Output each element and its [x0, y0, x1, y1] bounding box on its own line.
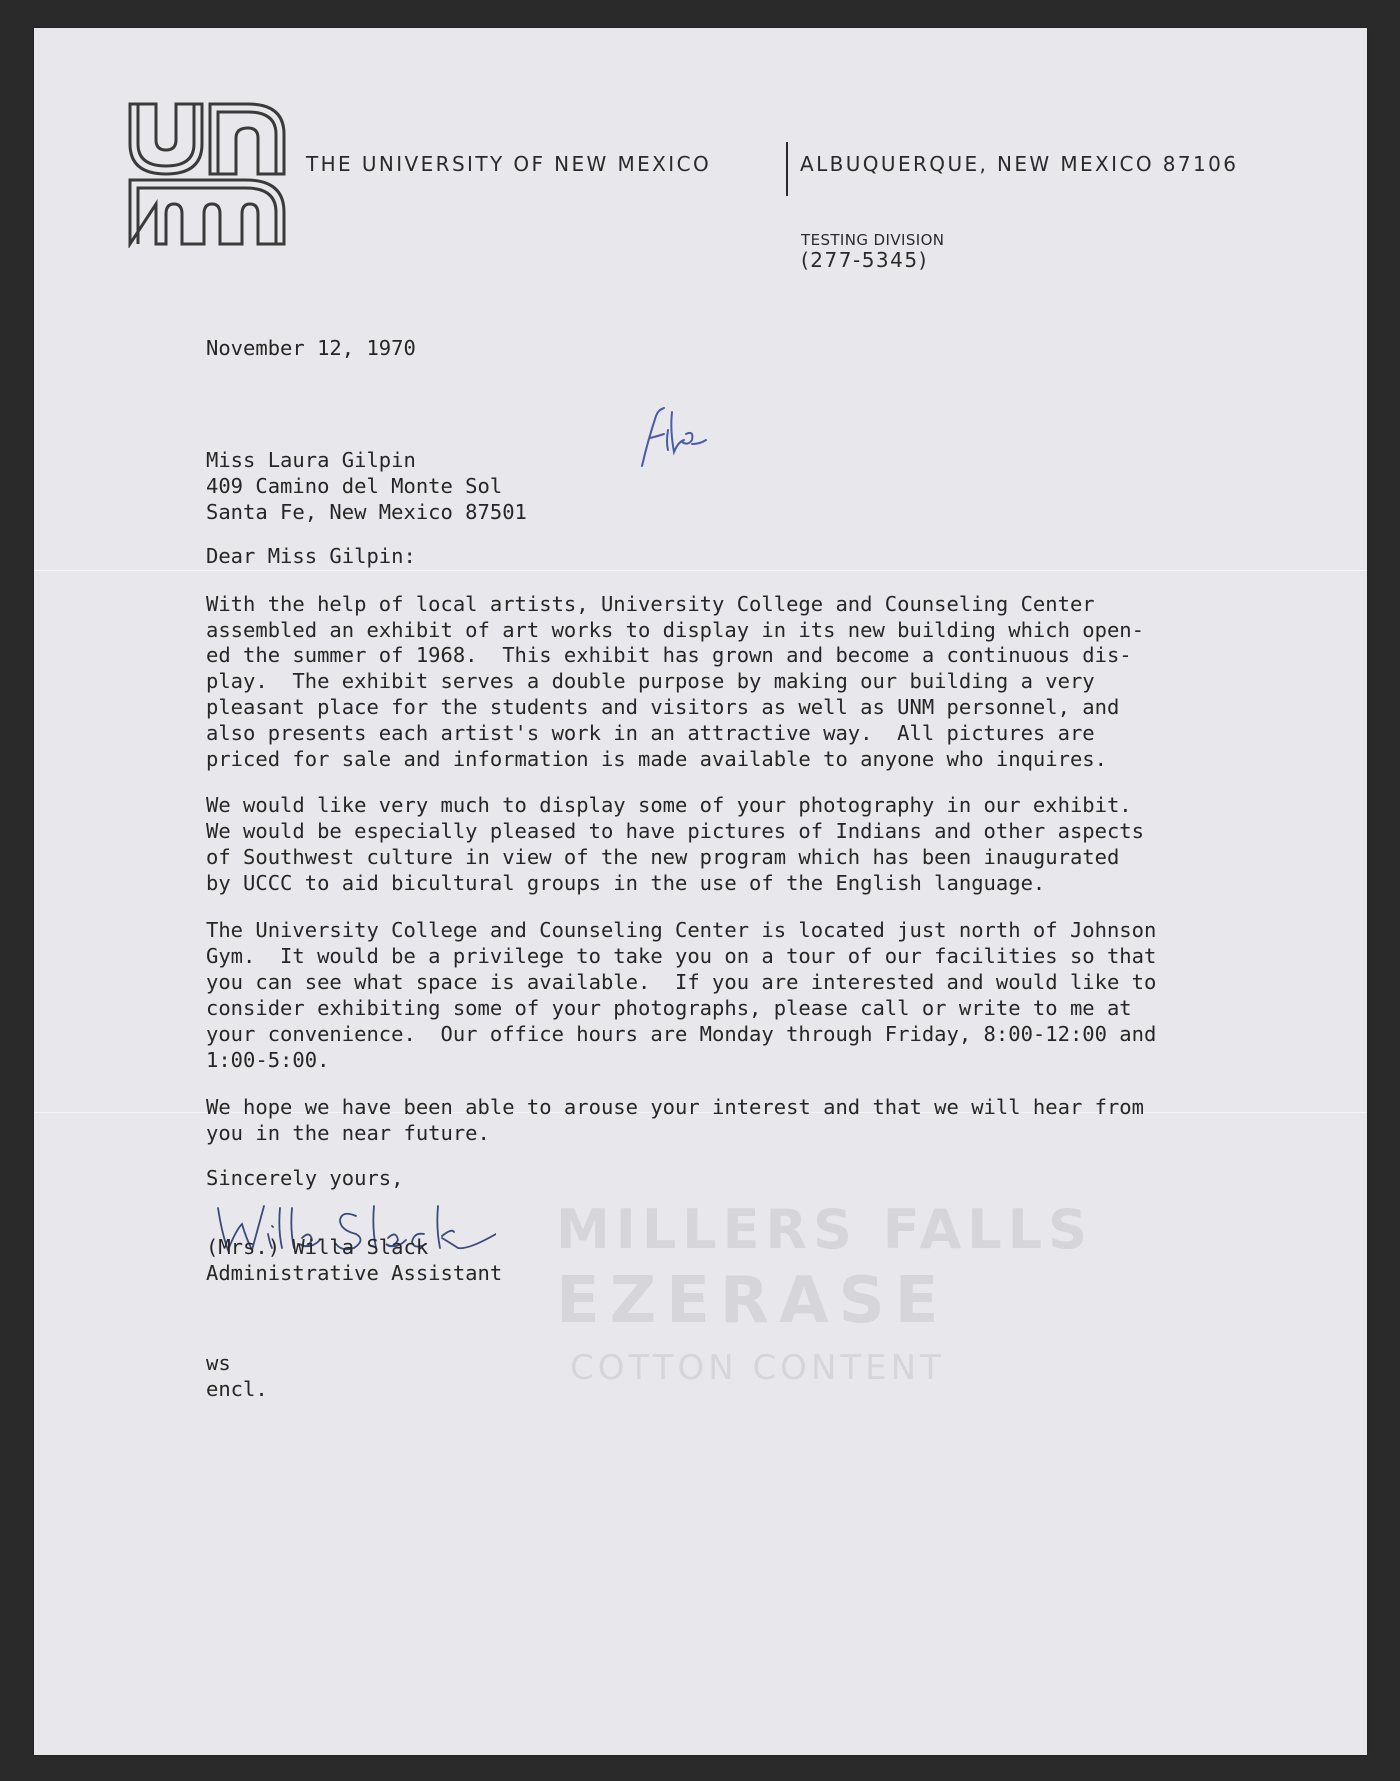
- paragraph-line: assembled an exhibit of art works to display in its new building which open-: [206, 618, 1144, 642]
- division-name: TESTING DIVISION: [801, 231, 945, 249]
- paragraph-line: We would be especially pleased to have pictures of Indians and other aspects: [206, 819, 1144, 843]
- letter-page: [34, 28, 1367, 1755]
- paragraph-line: of Southwest culture in view of the new program which has been inaugurated: [206, 845, 1120, 869]
- paragraph-line: also presents each artist's work in an attractive way. All pictures are: [206, 721, 1095, 745]
- paragraph-line: by UCCC to aid bicultural groups in the use of the English language.: [206, 871, 1046, 895]
- paragraph-line: priced for sale and information is made available to anyone who inquires.: [206, 747, 1107, 771]
- letter-date: November 12, 1970: [206, 336, 416, 360]
- letterhead-divider: [786, 142, 788, 196]
- paragraph-line: With the help of local artists, University College and Counseling Center: [206, 592, 1095, 616]
- salutation: Dear Miss Gilpin:: [206, 544, 416, 568]
- recipient-name: Miss Laura Gilpin: [206, 448, 416, 472]
- paragraph-line: play. The exhibit serves a double purpose by making our building a very: [206, 669, 1095, 693]
- recipient-city: Santa Fe, New Mexico 87501: [206, 500, 527, 524]
- institution-name: THE UNIVERSITY OF NEW MEXICO: [306, 152, 712, 176]
- paragraph-line: Gym. It would be a privilege to take you on a tour of our facilities so that: [206, 944, 1157, 968]
- typist-initials: ws: [206, 1351, 231, 1375]
- division-phone: (277-5345): [801, 248, 928, 272]
- watermark-line1: MILLERS FALLS: [556, 1198, 1093, 1261]
- paragraph-line: ed the summer of 1968. This exhibit has grown and become a continuous dis-: [206, 643, 1132, 667]
- paragraph-line: consider exhibiting some of your photographs, please call or write to me at: [206, 996, 1132, 1020]
- paragraph-line: you can see what space is available. If you are interested and would like to: [206, 970, 1157, 994]
- signer-name: (Mrs.) Willa Slack: [206, 1235, 429, 1259]
- watermark-line3: COTTON CONTENT: [570, 1348, 945, 1388]
- enclosure-notation: encl.: [206, 1377, 268, 1401]
- unm-logo: [126, 100, 288, 248]
- paragraph-line: pleasant place for the students and visitors as well as UNM personnel, and: [206, 695, 1120, 719]
- paragraph-line: 1:00-5:00.: [206, 1048, 330, 1072]
- paragraph-line: We would like very much to display some of your photography in our exhibit.: [206, 793, 1132, 817]
- signer-title: Administrative Assistant: [206, 1261, 503, 1285]
- paragraph-line: your convenience. Our office hours are Monday through Friday, 8:00-12:00 and: [206, 1022, 1157, 1046]
- paragraph-line: We hope we have been able to arouse your interest and that we will hear from: [206, 1095, 1144, 1119]
- closing: Sincerely yours,: [206, 1166, 404, 1190]
- institution-location: ALBUQUERQUE, NEW MEXICO 87106: [800, 152, 1239, 176]
- paragraph-line: The University College and Counseling Center is located just north of Johnson: [206, 918, 1157, 942]
- paragraph-line: you in the near future.: [206, 1121, 490, 1145]
- watermark-line2: EZERASE: [556, 1264, 949, 1338]
- paper-fold: [34, 570, 1367, 571]
- file-annotation-handwriting: [634, 400, 724, 472]
- recipient-street: 409 Camino del Monte Sol: [206, 474, 503, 498]
